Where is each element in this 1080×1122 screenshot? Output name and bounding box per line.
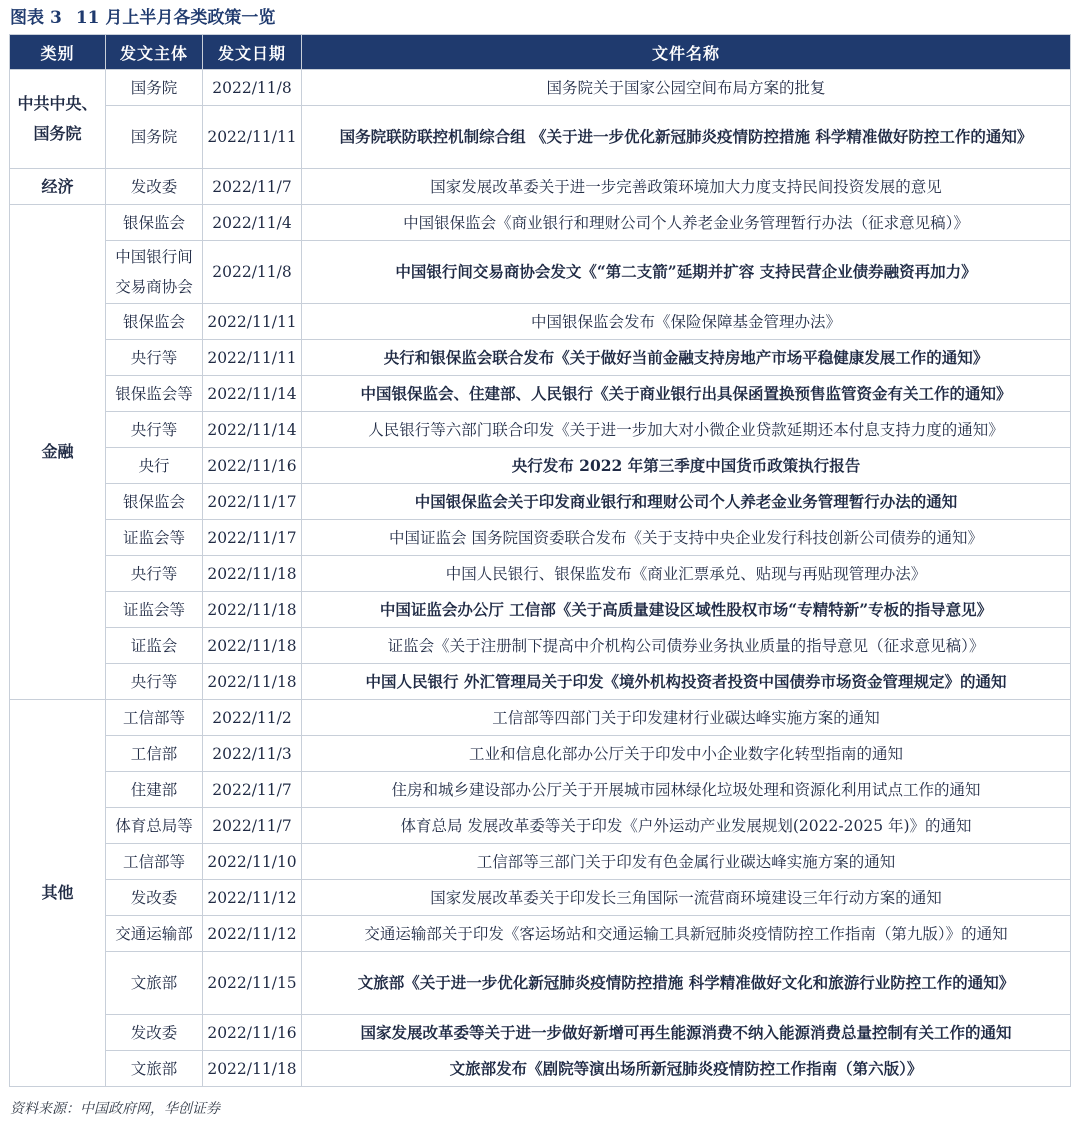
caption-title: 11 月上半月各类政策一览 bbox=[75, 8, 276, 28]
date-cell: 2022/11/14 bbox=[203, 376, 302, 412]
document-title-cell: 央行发布 2022 年第三季度中国货币政策执行报告 bbox=[302, 448, 1071, 484]
category-cell: 金融 bbox=[10, 205, 106, 700]
document-title-cell: 交通运输部关于印发《客运场站和交通运输工具新冠肺炎疫情防控工作指南（第九版）》的通知 bbox=[302, 916, 1071, 952]
table-row bbox=[10, 700, 1071, 736]
issuer-cell: 发改委 bbox=[106, 169, 203, 205]
issuer-cell: 工信部等 bbox=[106, 700, 203, 736]
date-cell: 2022/11/7 bbox=[203, 772, 302, 808]
issuer-cell: 体育总局等 bbox=[106, 808, 203, 844]
issuer-cell: 中国银行间交易商协会 bbox=[106, 241, 203, 304]
date-cell: 2022/11/11 bbox=[203, 304, 302, 340]
document-title-cell: 中国银保监会关于印发商业银行和理财公司个人养老金业务管理暂行办法的通知 bbox=[302, 484, 1071, 520]
document-title-cell: 国务院关于国家公园空间布局方案的批复 bbox=[302, 70, 1071, 106]
date-cell: 2022/11/11 bbox=[203, 106, 302, 169]
issuer-cell: 证监会等 bbox=[106, 520, 203, 556]
issuer-cell: 银保监会 bbox=[106, 484, 203, 520]
table-row bbox=[10, 592, 1071, 628]
caption-label: 图表 bbox=[10, 8, 44, 28]
issuer-cell: 文旅部 bbox=[106, 1051, 203, 1087]
caption-number: 3 bbox=[50, 8, 62, 28]
policy-table bbox=[9, 34, 1071, 1087]
table-row bbox=[10, 1051, 1071, 1087]
table-row bbox=[10, 241, 1071, 304]
document-title-cell: 国家发展改革委关于进一步完善政策环境加大力度支持民间投资发展的意见 bbox=[302, 169, 1071, 205]
date-cell: 2022/11/7 bbox=[203, 808, 302, 844]
table-row bbox=[10, 484, 1071, 520]
document-title-cell: 体育总局 发展改革委等关于印发《户外运动产业发展规划(2022-2025 年)》的通知 bbox=[302, 808, 1071, 844]
date-cell: 2022/11/15 bbox=[203, 952, 302, 1015]
document-title-cell: 中国银保监会、住建部、人民银行《关于商业银行出具保函置换预售监管资金有关工作的通知》 bbox=[302, 376, 1071, 412]
date-cell: 2022/11/18 bbox=[203, 556, 302, 592]
document-title-cell: 人民银行等六部门联合印发《关于进一步加大对小微企业贷款延期还本付息支持力度的通知》 bbox=[302, 412, 1071, 448]
document-title-cell: 证监会《关于注册制下提高中介机构公司债券业务执业质量的指导意见（征求意见稿）》 bbox=[302, 628, 1071, 664]
issuer-cell: 证监会 bbox=[106, 628, 203, 664]
document-title-cell: 中国银保监会《商业银行和理财公司个人养老金业务管理暂行办法（征求意见稿）》 bbox=[302, 205, 1071, 241]
header-category: 类别 bbox=[10, 35, 106, 70]
date-cell: 2022/11/4 bbox=[203, 205, 302, 241]
table-row bbox=[10, 880, 1071, 916]
date-cell: 2022/11/7 bbox=[203, 169, 302, 205]
table-row bbox=[10, 376, 1071, 412]
date-cell: 2022/11/8 bbox=[203, 70, 302, 106]
header-date: 发文日期 bbox=[203, 35, 302, 70]
issuer-cell: 住建部 bbox=[106, 772, 203, 808]
table-row bbox=[10, 664, 1071, 700]
document-title-cell: 文旅部发布《剧院等演出场所新冠肺炎疫情防控工作指南（第六版）》 bbox=[302, 1051, 1071, 1087]
document-title-cell: 国家发展改革委等关于进一步做好新增可再生能源消费不纳入能源消费总量控制有关工作的通知 bbox=[302, 1015, 1071, 1051]
issuer-cell: 交通运输部 bbox=[106, 916, 203, 952]
table-row bbox=[10, 520, 1071, 556]
table-caption bbox=[10, 4, 275, 32]
table-row bbox=[10, 556, 1071, 592]
table-row bbox=[10, 340, 1071, 376]
table-row bbox=[10, 205, 1071, 241]
issuer-cell: 银保监会等 bbox=[106, 376, 203, 412]
date-cell: 2022/11/11 bbox=[203, 340, 302, 376]
document-title-cell: 中国人民银行、银保监发布《商业汇票承兑、贴现与再贴现管理办法》 bbox=[302, 556, 1071, 592]
date-cell: 2022/11/3 bbox=[203, 736, 302, 772]
table-row bbox=[10, 736, 1071, 772]
document-title-cell: 国家发展改革委关于印发长三角国际一流营商环境建设三年行动方案的通知 bbox=[302, 880, 1071, 916]
date-cell: 2022/11/17 bbox=[203, 484, 302, 520]
header-issuer: 发文主体 bbox=[106, 35, 203, 70]
date-cell: 2022/11/18 bbox=[203, 1051, 302, 1087]
issuer-cell: 国务院 bbox=[106, 70, 203, 106]
document-title-cell: 中国人民银行 外汇管理局关于印发《境外机构投资者投资中国债券市场资金管理规定》的通知 bbox=[302, 664, 1071, 700]
issuer-cell: 文旅部 bbox=[106, 952, 203, 1015]
source-note: 资料来源：中国政府网，华创证券 bbox=[10, 1101, 220, 1117]
issuer-cell: 发改委 bbox=[106, 1015, 203, 1051]
issuer-cell: 银保监会 bbox=[106, 205, 203, 241]
table-row bbox=[10, 916, 1071, 952]
category-cell: 经济 bbox=[10, 169, 106, 205]
document-title-cell: 中国证监会 国务院国资委联合发布《关于支持中央企业发行科技创新公司债券的通知》 bbox=[302, 520, 1071, 556]
document-title-cell: 中国银保监会发布《保险保障基金管理办法》 bbox=[302, 304, 1071, 340]
date-cell: 2022/11/16 bbox=[203, 1015, 302, 1051]
issuer-cell: 央行等 bbox=[106, 340, 203, 376]
document-title-cell: 中国证监会办公厅 工信部《关于高质量建设区域性股权市场“专精特新”专板的指导意见》 bbox=[302, 592, 1071, 628]
category-cell: 中共中央、国务院 bbox=[10, 70, 106, 169]
issuer-cell: 国务院 bbox=[106, 106, 203, 169]
category-cell: 其他 bbox=[10, 700, 106, 1087]
document-title-cell: 工业和信息化部办公厅关于印发中小企业数字化转型指南的通知 bbox=[302, 736, 1071, 772]
table-row bbox=[10, 106, 1071, 169]
date-cell: 2022/11/17 bbox=[203, 520, 302, 556]
issuer-cell: 银保监会 bbox=[106, 304, 203, 340]
table-row bbox=[10, 772, 1071, 808]
header-title: 文件名称 bbox=[302, 35, 1071, 70]
issuer-cell: 央行等 bbox=[106, 556, 203, 592]
document-title-cell: 国务院联防联控机制综合组 《关于进一步优化新冠肺炎疫情防控措施 科学精准做好防控工作的通知》 bbox=[302, 106, 1071, 169]
issuer-cell: 央行等 bbox=[106, 412, 203, 448]
issuer-cell: 工信部 bbox=[106, 736, 203, 772]
table-row bbox=[10, 1015, 1071, 1051]
document-title-cell: 住房和城乡建设部办公厅关于开展城市园林绿化垃圾处理和资源化利用试点工作的通知 bbox=[302, 772, 1071, 808]
date-cell: 2022/11/2 bbox=[203, 700, 302, 736]
date-cell: 2022/11/16 bbox=[203, 448, 302, 484]
date-cell: 2022/11/18 bbox=[203, 592, 302, 628]
issuer-cell: 工信部等 bbox=[106, 844, 203, 880]
document-title-cell: 中国银行间交易商协会发文《“第二支箭”延期并扩容 支持民营企业债券融资再加力》 bbox=[302, 241, 1071, 304]
date-cell: 2022/11/14 bbox=[203, 412, 302, 448]
date-cell: 2022/11/8 bbox=[203, 241, 302, 304]
table-row bbox=[10, 844, 1071, 880]
table-row bbox=[10, 304, 1071, 340]
document-title-cell: 工信部等四部门关于印发建材行业碳达峰实施方案的通知 bbox=[302, 700, 1071, 736]
date-cell: 2022/11/12 bbox=[203, 880, 302, 916]
document-title-cell: 工信部等三部门关于印发有色金属行业碳达峰实施方案的通知 bbox=[302, 844, 1071, 880]
document-title-cell: 文旅部《关于进一步优化新冠肺炎疫情防控措施 科学精准做好文化和旅游行业防控工作的通知》 bbox=[302, 952, 1071, 1015]
date-cell: 2022/11/18 bbox=[203, 664, 302, 700]
table-body bbox=[10, 70, 1071, 1087]
table-row bbox=[10, 70, 1071, 106]
table-row bbox=[10, 808, 1071, 844]
document-title-cell: 央行和银保监会联合发布《关于做好当前金融支持房地产市场平稳健康发展工作的通知》 bbox=[302, 340, 1071, 376]
date-cell: 2022/11/10 bbox=[203, 844, 302, 880]
date-cell: 2022/11/18 bbox=[203, 628, 302, 664]
issuer-cell: 央行 bbox=[106, 448, 203, 484]
header-row bbox=[10, 35, 1071, 70]
issuer-cell: 央行等 bbox=[106, 664, 203, 700]
date-cell: 2022/11/12 bbox=[203, 916, 302, 952]
issuer-cell: 证监会等 bbox=[106, 592, 203, 628]
table-row bbox=[10, 448, 1071, 484]
table-row bbox=[10, 412, 1071, 448]
table-row bbox=[10, 952, 1071, 1015]
table-row bbox=[10, 169, 1071, 205]
issuer-cell: 发改委 bbox=[106, 880, 203, 916]
table-row bbox=[10, 628, 1071, 664]
